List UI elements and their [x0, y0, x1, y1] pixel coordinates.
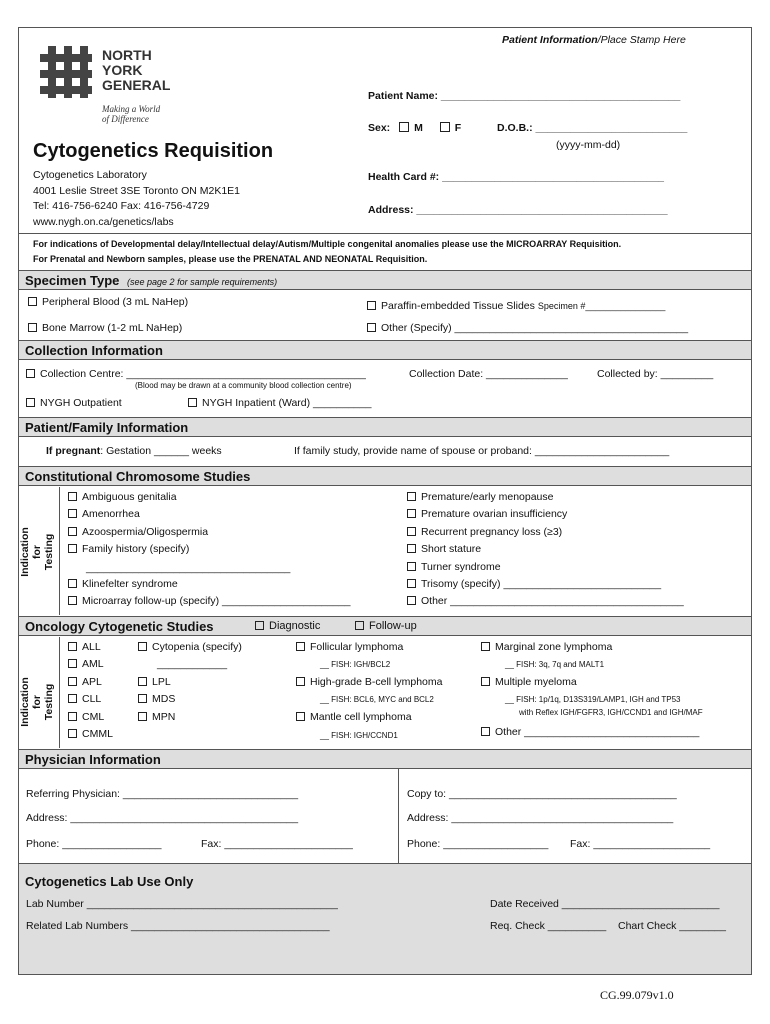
onc-checkbox[interactable] [68, 712, 77, 721]
const-checkbox[interactable] [407, 596, 416, 605]
address-field[interactable]: Address: ___________________________________________ [368, 204, 668, 216]
const-item: Microarray follow-up (specify) ______________________ [68, 595, 351, 607]
collection-centre-checkbox[interactable] [26, 369, 35, 378]
const-checkbox[interactable] [68, 544, 77, 553]
oncology-band [19, 616, 751, 636]
cytopenia-line[interactable]: ____________ [157, 658, 228, 670]
gestation-field[interactable]: If pregnant: Gestation ______ weeks [46, 445, 222, 457]
diagnostic-checkbox[interactable] [255, 621, 264, 630]
const-checkbox[interactable] [407, 492, 416, 501]
peripheral-checkbox[interactable] [28, 297, 37, 306]
onc-item: LPL [138, 676, 171, 688]
referring-physician-field[interactable]: Referring Physician: ______________________________ [26, 788, 299, 800]
collection-date[interactable]: Collection Date: ______________ [409, 368, 568, 380]
family-title: Patient/Family Information [25, 420, 189, 435]
lab-use-panel [19, 863, 751, 974]
nygh-outpatient: NYGH Outpatient [26, 397, 122, 409]
const-item: Klinefelter syndrome [68, 578, 178, 590]
specimen-other-checkbox[interactable] [367, 323, 376, 332]
const-checkbox[interactable] [68, 509, 77, 518]
const-checkbox[interactable] [407, 562, 416, 571]
const-checkbox[interactable] [68, 492, 77, 501]
followup-checkbox[interactable] [355, 621, 364, 630]
fish-option[interactable]: __ FISH: 1p/1q, D13S319/LAMP1, IGH and TP53 [505, 695, 681, 704]
family-study-field[interactable]: If family study, provide name of spouse or proband: _______________________ [294, 445, 670, 457]
paraffin-checkbox[interactable] [367, 301, 376, 310]
lab-contact: Cytogenetics Laboratory 4001 Leslie Street 3SE Toronto ON M2K1E1 Tel: 416-756-6240 Fax: 416-756-4729 www.nygh.on.ca/genetics/labs [33, 169, 241, 228]
nygh-logo-icon [40, 46, 92, 98]
stamp-label: Patient Information/Place Stamp Here [502, 34, 686, 46]
patient-name-field[interactable]: Patient Name: _________________________________________ [368, 90, 681, 102]
const-checkbox[interactable] [407, 579, 416, 588]
outpatient-checkbox[interactable] [26, 398, 35, 407]
sex-f-checkbox[interactable] [440, 122, 450, 132]
onc-item: Marginal zone lymphoma [481, 641, 612, 653]
onc-checkbox[interactable] [481, 642, 490, 651]
fish-option[interactable]: __ FISH: IGH/CCND1 [320, 731, 398, 740]
onc-item: MPN [138, 711, 175, 723]
const-checkbox[interactable] [407, 509, 416, 518]
onc-checkbox[interactable] [296, 712, 305, 721]
onc-item: Multiple myeloma [481, 676, 577, 688]
oncology-side-label: Indication for Testing [19, 677, 55, 727]
copy-fax-field[interactable]: Fax: ____________________ [570, 838, 711, 850]
const-checkbox[interactable] [68, 596, 77, 605]
constitutional-band [19, 466, 751, 486]
org-tagline: Making a World of Difference [102, 104, 161, 124]
const-item: Short stature [407, 543, 481, 555]
const-item: Other ________________________________________ [407, 595, 684, 607]
const-checkbox[interactable] [407, 544, 416, 553]
onc-checkbox[interactable] [481, 677, 490, 686]
followup-option: Follow-up [355, 620, 417, 632]
related-lab-numbers-field[interactable]: Related Lab Numbers __________________________________ [26, 920, 330, 932]
physician-title: Physician Information [25, 752, 161, 767]
const-item: Family history (specify) [68, 543, 189, 555]
copy-to-field[interactable]: Copy to: _______________________________________ [407, 788, 677, 800]
org-name: NORTH YORK GENERAL [102, 47, 171, 93]
const-item: Trisomy (specify) ___________________________ [407, 578, 661, 590]
fish-option[interactable]: __ FISH: BCL6, MYC and BCL2 [320, 695, 434, 704]
physician-fax-field[interactable]: Fax: ______________________ [201, 838, 353, 850]
diagnostic-option: Diagnostic [255, 620, 320, 632]
const-item: Recurrent pregnancy loss (≥3) [407, 526, 562, 538]
onc-item: Follicular lymphoma [296, 641, 403, 653]
const-checkbox[interactable] [68, 527, 77, 536]
onc-checkbox[interactable] [68, 729, 77, 738]
onc-item: High-grade B-cell lymphoma [296, 676, 442, 688]
onc-checkbox[interactable] [296, 677, 305, 686]
const-checkbox[interactable] [68, 579, 77, 588]
onc-checkbox[interactable] [138, 694, 147, 703]
physician-phone-field[interactable]: Phone: _________________ [26, 838, 162, 850]
divider [59, 637, 60, 748]
family-band [19, 417, 751, 437]
const-checkbox[interactable] [407, 527, 416, 536]
notice: For indications of Developmental delay/Intellectual delay/Autism/Multiple congenital anomalies please use the MICROARRAY Requisition. For Prenatal and Newborn samples, please use the PRENATAL AND NEONATAL Requisition. [33, 239, 622, 264]
inpatient-checkbox[interactable] [188, 398, 197, 407]
dob-field[interactable]: D.O.B.: __________________________ [497, 122, 688, 134]
onc-checkbox[interactable] [138, 712, 147, 721]
copy-address-field[interactable]: Address: ______________________________________ [407, 812, 674, 824]
oncology-title: Oncology Cytogenetic Studies [25, 619, 214, 634]
family-history-line[interactable]: ___________________________________ [86, 562, 291, 574]
date-received-field[interactable]: Date Received ___________________________ [490, 898, 720, 910]
specimen-other: Other (Specify) ________________________________________ [367, 322, 688, 334]
onc-item: ALL [68, 641, 101, 653]
specimen-paraffin: Paraffin-embedded Tissue Slides Specimen #________________ [367, 300, 665, 312]
divider [59, 487, 60, 615]
collection-centre-note: (Blood may be drawn at a community blood collection centre) [135, 381, 352, 390]
chart-check-field[interactable]: Chart Check ________ [618, 920, 726, 932]
onc-item: CMML [68, 728, 113, 740]
specimen-title: Specimen Type (see page 2 for sample requirements) [25, 273, 278, 288]
onc-checkbox[interactable] [138, 642, 147, 651]
divider [19, 233, 751, 234]
onc-checkbox[interactable] [481, 727, 490, 736]
divider [398, 769, 399, 863]
specimen-band [19, 270, 751, 290]
constitutional-title: Constitutional Chromosome Studies [25, 469, 251, 484]
marrow-checkbox[interactable] [28, 323, 37, 332]
onc-checkbox[interactable] [68, 659, 77, 668]
onc-item: MDS [138, 693, 175, 705]
fish-reflex-note: with Reflex IGH/FGFR3, IGH/CCND1 and IGH/MAF [519, 708, 703, 717]
sex-m-checkbox[interactable] [399, 122, 409, 132]
physician-band [19, 749, 751, 769]
health-card-field[interactable]: Health Card #: ______________________________________ [368, 171, 665, 183]
onc-checkbox[interactable] [138, 677, 147, 686]
const-item: Premature/early menopause [407, 491, 554, 503]
const-item: Turner syndrome [407, 561, 501, 573]
collection-centre: Collection Centre: _________________________________________ [26, 368, 366, 380]
onc-checkbox[interactable] [68, 677, 77, 686]
req-check-field[interactable]: Req. Check __________ [490, 920, 607, 932]
physician-address-field[interactable]: Address: _______________________________________ [26, 812, 299, 824]
nygh-inpatient: NYGH Inpatient (Ward) __________ [188, 397, 371, 409]
const-item: Premature ovarian insufficiency [407, 508, 567, 520]
onc-item: APL [68, 676, 102, 688]
sex-field: Sex: M F [368, 122, 462, 134]
page-title: Cytogenetics Requisition [33, 140, 274, 162]
lab-number-field[interactable]: Lab Number ___________________________________________ [26, 898, 338, 910]
dob-format: (yyyy-mm-dd) [556, 139, 621, 151]
specimen-peripheral: Peripheral Blood (3 mL NaHep) [28, 296, 188, 308]
onc-item: Cytopenia (specify) [138, 641, 242, 653]
onc-item: CLL [68, 693, 101, 705]
onc-item: AML [68, 658, 104, 670]
const-item: Ambiguous genitalia [68, 491, 177, 503]
lab-use-title: Cytogenetics Lab Use Only [25, 874, 194, 889]
onc-item: Other ______________________________ [481, 726, 699, 738]
fish-option[interactable]: __ FISH: IGH/BCL2 [320, 660, 391, 669]
collected-by[interactable]: Collected by: _________ [597, 368, 714, 380]
const-item: Amenorrhea [68, 508, 140, 520]
onc-item: CML [68, 711, 104, 723]
copy-phone-field[interactable]: Phone: __________________ [407, 838, 549, 850]
form-code: CG.99.079v1.0 [600, 988, 674, 1002]
onc-item: Mantle cell lymphoma [296, 711, 412, 723]
specimen-marrow: Bone Marrow (1-2 mL NaHep) [28, 322, 182, 334]
collection-band [19, 340, 751, 360]
fish-option[interactable]: __ FISH: 3q, 7q and MALT1 [505, 660, 605, 669]
const-item: Azoospermia/Oligospermia [68, 526, 208, 538]
constitutional-side-label: Indication for Testing [19, 527, 55, 577]
onc-checkbox[interactable] [68, 694, 77, 703]
onc-checkbox[interactable] [296, 642, 305, 651]
collection-title: Collection Information [25, 343, 163, 358]
onc-checkbox[interactable] [68, 642, 77, 651]
